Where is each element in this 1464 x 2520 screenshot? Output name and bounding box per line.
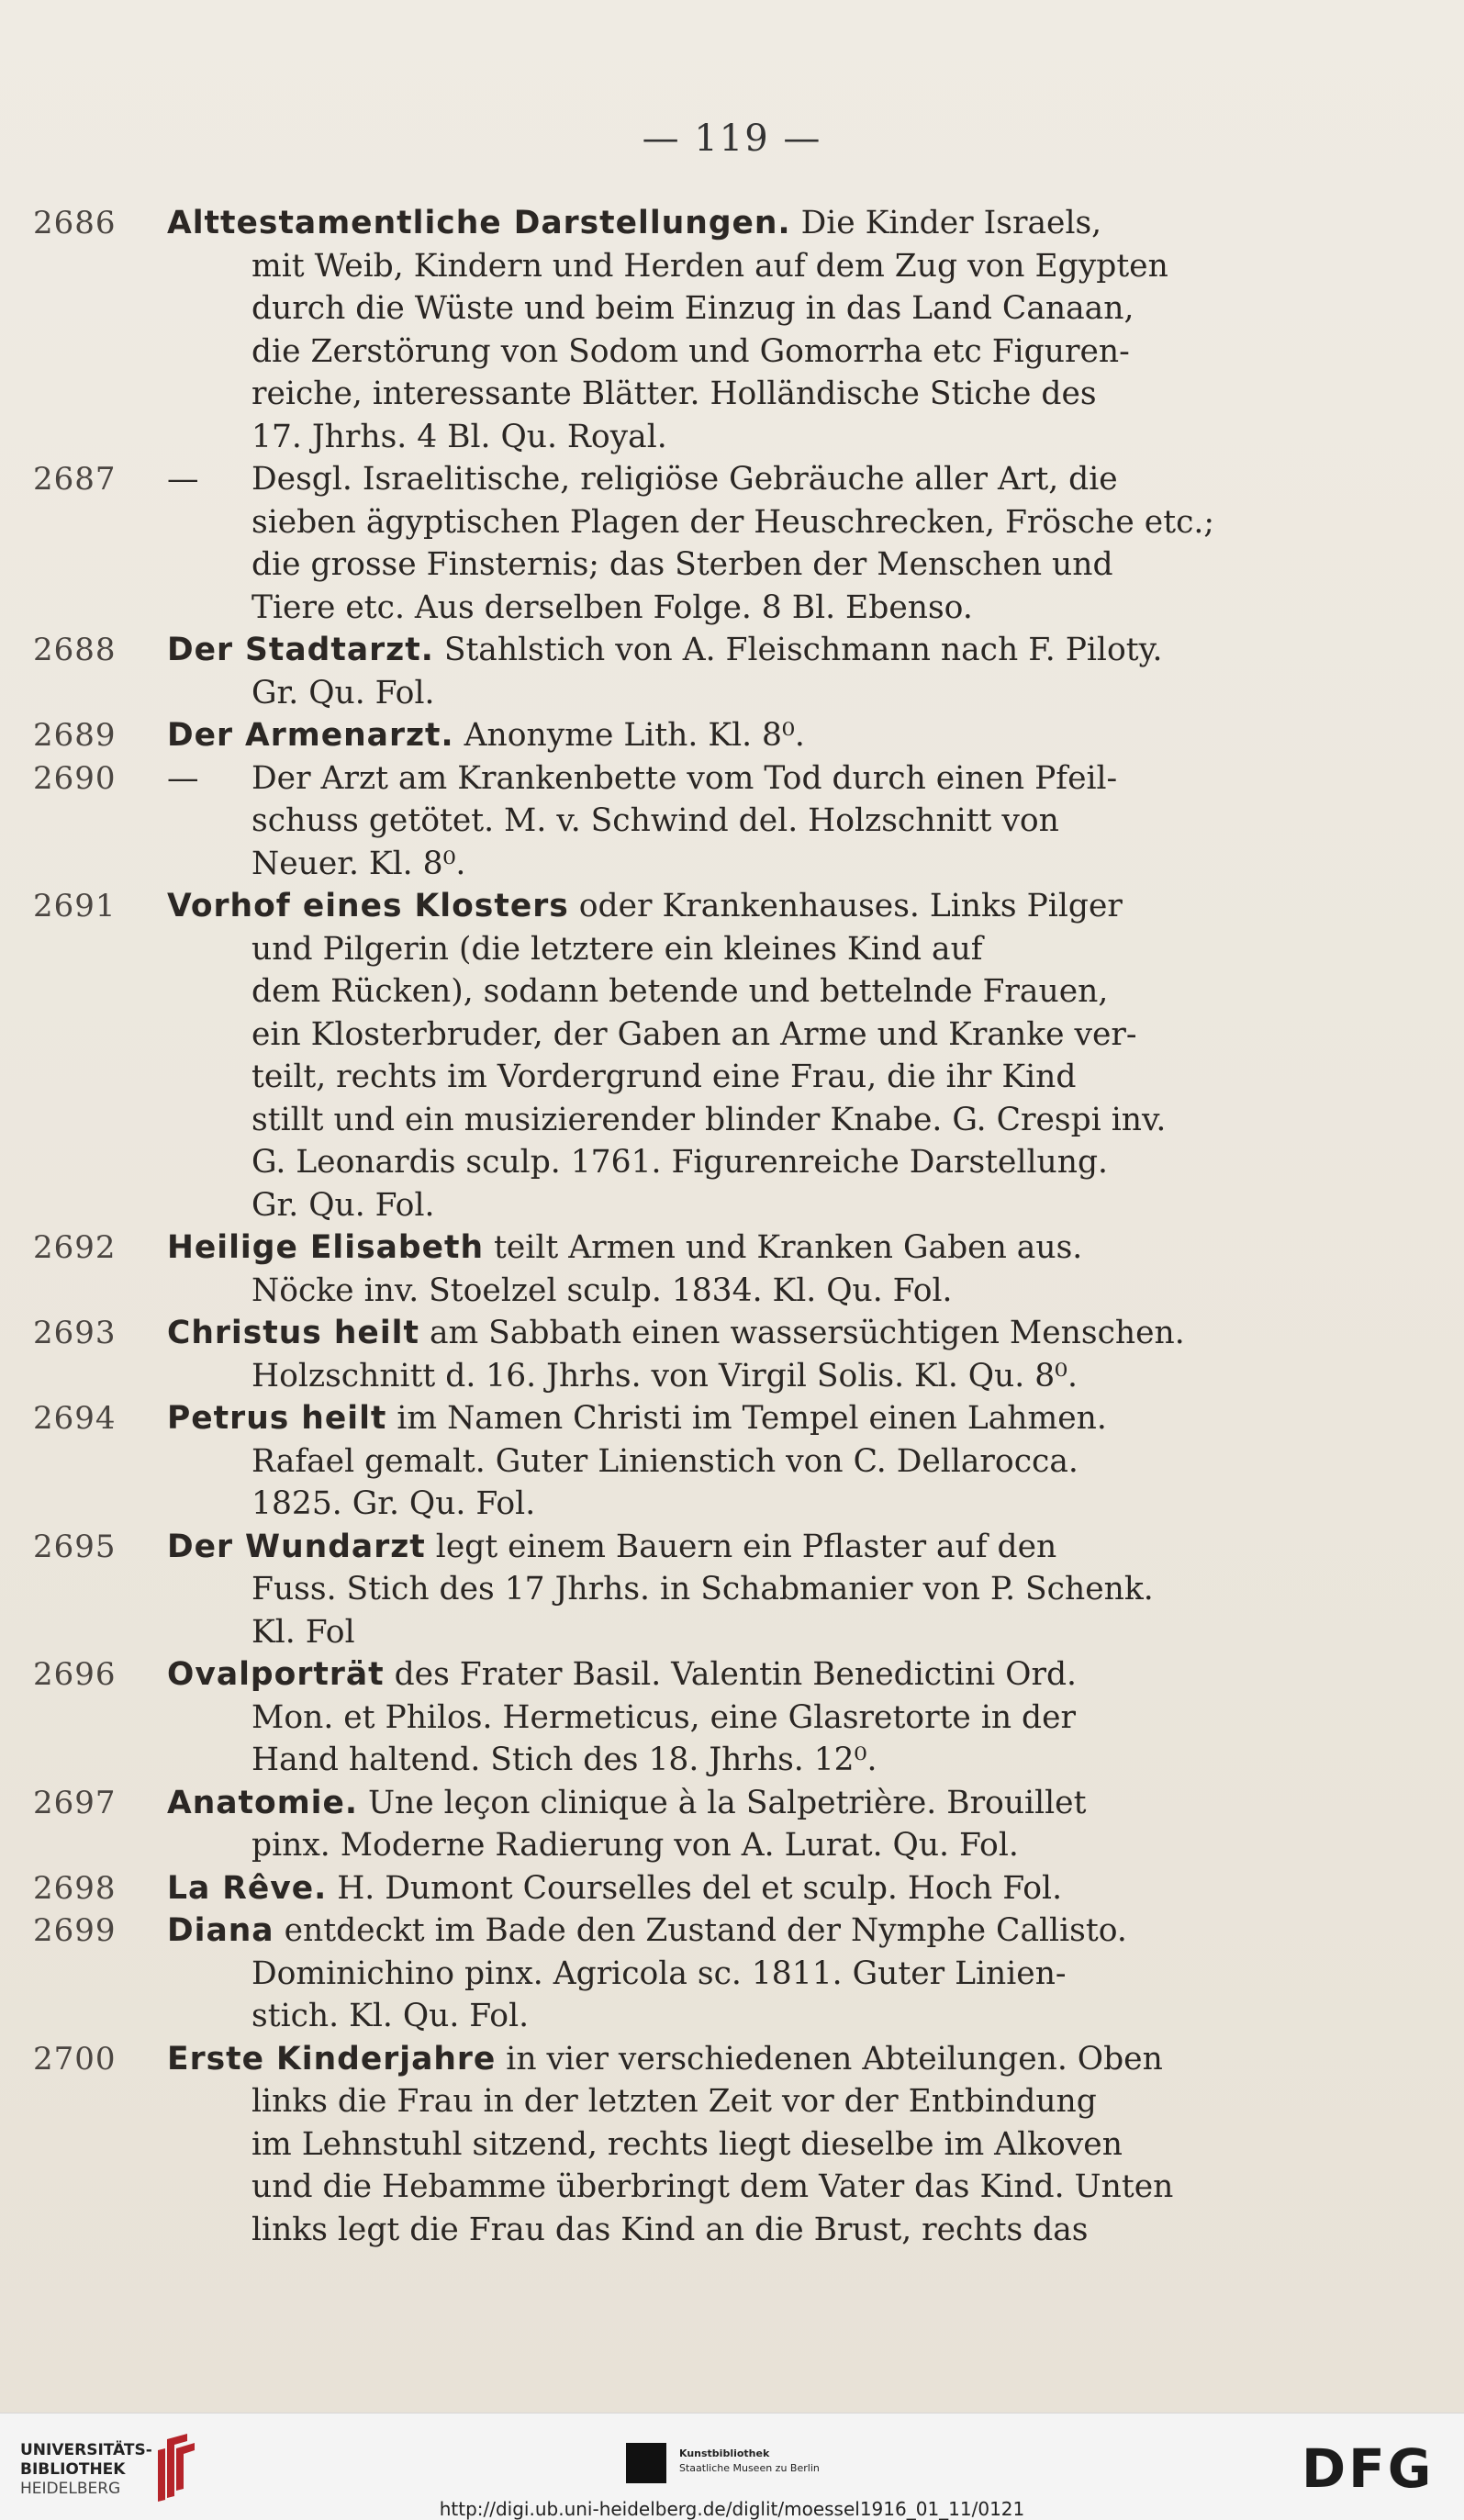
catalog-entry: [0, 1526, 1464, 1654]
entry-continuation-line: Neuer. Kl. 8⁰.: [251, 845, 466, 882]
entry-continuation-line: links legt die Frau das Kind an die Brust, rechts das: [251, 2211, 1089, 2248]
ub-logo-icon[interactable]: [147, 2432, 202, 2502]
entry-first-line: [167, 1397, 1268, 1440]
catalog-entry: [0, 1226, 1464, 1312]
entry-continuation-line: schuss getötet. M. v. Schwind del. Holzschnitt von: [251, 802, 1059, 839]
entry-number: 2691: [33, 888, 117, 924]
catalog-entry: [0, 714, 1464, 757]
catalog-entry: [0, 1782, 1464, 1867]
entry-continuation-line: Rafael gemalt. Guter Linienstich von C. Dellarocca.: [251, 1442, 1078, 1480]
entry-first-line: [167, 1526, 1268, 1569]
catalog-entry: [0, 1910, 1464, 2038]
entry-continuation-line: Dominichino pinx. Agricola sc. 1811. Guter Linien-: [251, 1954, 1067, 1992]
catalog-entries: [0, 202, 1464, 2251]
entry-continuation-line: mit Weib, Kindern und Herden auf dem Zug von Egypten: [251, 247, 1168, 285]
catalog-entry: [0, 1867, 1464, 1910]
entry-text: H. Dumont Courselles del et sculp. Hoch Fol.: [337, 1869, 1063, 1907]
catalog-entry: [0, 458, 1464, 629]
page-number: — 119 —: [642, 118, 822, 160]
entry-first-line: [167, 2038, 1268, 2081]
catalog-entry: [0, 757, 1464, 886]
entry-continuation-line: reiche, interessante Blätter. Holländische Stiche des: [251, 375, 1097, 412]
entry-text: Anonyme Lith. Kl. 8⁰.: [464, 717, 805, 754]
entry-heading: Der Armenarzt.: [167, 717, 454, 754]
entry-heading: Ovalporträt: [167, 1656, 385, 1693]
catalog-entry: [0, 1653, 1464, 1782]
entry-first-line: [167, 1782, 1268, 1825]
entry-continuation-line: Tiere etc. Aus derselben Folge. 8 Bl. Ebenso.: [251, 588, 973, 626]
kb-subtitle: Staatliche Museen zu Berlin: [679, 2462, 820, 2474]
entry-first-line: [167, 629, 1268, 672]
entry-number: 2689: [33, 717, 117, 754]
entry-text: Die Kinder Israels,: [800, 205, 1102, 241]
catalog-entry: [0, 885, 1464, 1226]
entry-heading: Vorhof eines Klosters: [167, 888, 569, 924]
entry-number: 2698: [33, 1869, 117, 1907]
entry-number: 2695: [33, 1528, 117, 1565]
entry-first-line: [167, 1910, 1268, 1953]
catalog-entry: [0, 629, 1464, 714]
entry-number: 2697: [33, 1784, 117, 1821]
kb-square-icon: [626, 2443, 666, 2483]
ub-line-2: BIBLIOTHEK: [20, 2460, 126, 2479]
entry-heading: Erste Kinderjahre: [167, 2040, 497, 2078]
entry-continuation-line: stillt und ein musizierender blinder Knabe. G. Crespi inv.: [251, 1101, 1167, 1138]
entry-text: Une leçon clinique à la Salpetrière. Brouillet: [367, 1784, 1087, 1821]
entry-continuation-line: Kl. Fol: [251, 1613, 355, 1651]
entry-number: 2692: [33, 1229, 117, 1266]
entry-first-line: [167, 1867, 1268, 1910]
entry-number: 2699: [33, 1912, 117, 1949]
entry-text: Stahlstich von A. Fleischmann nach F. Piloty.: [443, 632, 1163, 668]
entry-text: im Namen Christi im Tempel einen Lahmen.: [397, 1400, 1107, 1437]
entry-continuation-line: die Zerstörung von Sodom und Gomorrha etc Figuren-: [251, 332, 1130, 370]
entry-heading: Diana: [167, 1912, 274, 1949]
entry-number: 2686: [33, 205, 117, 241]
entry-first-line: [167, 1653, 1268, 1697]
entry-first-line: [167, 1226, 1268, 1270]
permalink-url[interactable]: http://digi.ub.uni-heidelberg.de/diglit/moessel1916_01_11/0121: [439, 2498, 1025, 2520]
entry-text: oder Krankenhauses. Links Pilger: [578, 888, 1123, 924]
entry-heading: Petrus heilt: [167, 1400, 387, 1437]
entry-text: teilt Armen und Kranken Gaben aus.: [494, 1229, 1083, 1266]
entry-first-line: [167, 458, 1268, 501]
ub-line-3: HEIDELBERG: [20, 2480, 121, 2498]
entry-continuation-line: teilt, rechts im Vordergrund eine Frau, die ihr Kind: [251, 1058, 1077, 1095]
entry-continuation-line: durch die Wüste und beim Einzug in das Land Canaan,: [251, 290, 1134, 327]
dfg-logo[interactable]: DFG: [1302, 2437, 1435, 2500]
catalog-entry: [0, 2038, 1464, 2252]
ditto-dash: —: [167, 759, 199, 797]
entry-continuation-line: und Pilgerin (die letztere ein kleines Kind auf: [251, 930, 983, 968]
entry-continuation-line: G. Leonardis sculp. 1761. Figurenreiche Darstellung.: [251, 1144, 1108, 1181]
entry-heading: Anatomie.: [167, 1784, 359, 1821]
entry-number: 2696: [33, 1656, 117, 1693]
entry-number: 2693: [33, 1315, 117, 1351]
entry-number: 2700: [33, 2040, 117, 2078]
entry-number: 2687: [33, 461, 117, 498]
entry-continuation-line: Holzschnitt d. 16. Jhrhs. von Virgil Solis. Kl. Qu. 8⁰.: [251, 1357, 1078, 1394]
kb-title: Kunstbibliothek: [679, 2447, 770, 2459]
catalog-entry: [0, 1397, 1464, 1526]
entry-text: legt einem Bauern ein Pflaster auf den: [435, 1528, 1057, 1565]
entry-continuation-line: 1825. Gr. Qu. Fol.: [251, 1485, 536, 1522]
entry-continuation-line: ein Klosterbruder, der Gaben an Arme und Kranke ver-: [251, 1015, 1137, 1053]
entry-continuation-line: Nöcke inv. Stoelzel sculp. 1834. Kl. Qu. Fol.: [251, 1271, 953, 1309]
entry-number: 2690: [33, 759, 117, 797]
entry-text: des Frater Basil. Valentin Benedictini Ord.: [394, 1656, 1077, 1693]
entry-continuation-line: pinx. Moderne Radierung von A. Lurat. Qu. Fol.: [251, 1827, 1019, 1864]
entry-text: Der Arzt am Krankenbette vom Tod durch einen Pfeil-: [251, 759, 1118, 797]
university-library-label[interactable]: [20, 2441, 152, 2499]
ub-line-1: UNIVERSITÄTS-: [20, 2441, 152, 2459]
entry-number: 2688: [33, 632, 117, 668]
entry-continuation-line: und die Hebamme überbringt dem Vater das Kind. Unten: [251, 2168, 1174, 2205]
entry-heading: Heilige Elisabeth: [167, 1229, 485, 1266]
ditto-dash: —: [167, 461, 199, 498]
entry-continuation-line: stich. Kl. Qu. Fol.: [251, 1998, 530, 2034]
entry-first-line: [167, 885, 1268, 928]
entry-continuation-line: Gr. Qu. Fol.: [251, 674, 435, 711]
entry-heading: Der Wundarzt: [167, 1528, 426, 1565]
entry-continuation-line: im Lehnstuhl sitzend, rechts liegt dieselbe im Alkoven: [251, 2125, 1123, 2163]
entry-continuation-line: Mon. et Philos. Hermeticus, eine Glasretorte in der: [251, 1698, 1077, 1736]
entry-continuation-line: sieben ägyptischen Plagen der Heuschrecken, Frösche etc.;: [251, 503, 1214, 541]
entry-continuation-line: Hand haltend. Stich des 18. Jhrhs. 12⁰.: [251, 1742, 877, 1778]
entry-heading: La Rêve.: [167, 1869, 328, 1907]
entry-continuation-line: 17. Jhrhs. 4 Bl. Qu. Royal.: [251, 418, 667, 455]
entry-text: am Sabbath einen wassersüchtigen Menschen.: [429, 1315, 1185, 1351]
entry-continuation-line: dem Rücken), sodann betende und bettelnde Frauen,: [251, 973, 1109, 1010]
entry-first-line: [167, 202, 1268, 245]
entry-text: entdeckt im Bade den Zustand der Nymphe Callisto.: [284, 1912, 1127, 1949]
entry-first-line: [167, 714, 1268, 757]
entry-continuation-line: die grosse Finsternis; das Sterben der Menschen und: [251, 546, 1113, 583]
entry-text: Desgl. Israelitische, religiöse Gebräuche aller Art, die: [251, 461, 1118, 498]
entry-continuation-line: Gr. Qu. Fol.: [251, 1186, 435, 1224]
footer-bar: [0, 2413, 1464, 2520]
entry-heading: Christus heilt: [167, 1315, 419, 1351]
entry-continuation-line: links die Frau in der letzten Zeit vor der Entbindung: [251, 2083, 1097, 2120]
entry-text: in vier verschiedenen Abteilungen. Oben: [506, 2040, 1163, 2078]
entry-heading: Alttestamentliche Darstellungen.: [167, 205, 791, 241]
entry-first-line: [167, 1312, 1268, 1355]
catalog-entry: [0, 1312, 1464, 1397]
entry-heading: Der Stadtarzt.: [167, 632, 434, 668]
entry-first-line: [167, 757, 1268, 801]
entry-number: 2694: [33, 1400, 117, 1437]
catalog-entry: [0, 202, 1464, 458]
entry-continuation-line: Fuss. Stich des 17 Jhrhs. in Schabmanier von P. Schenk.: [251, 1571, 1154, 1607]
